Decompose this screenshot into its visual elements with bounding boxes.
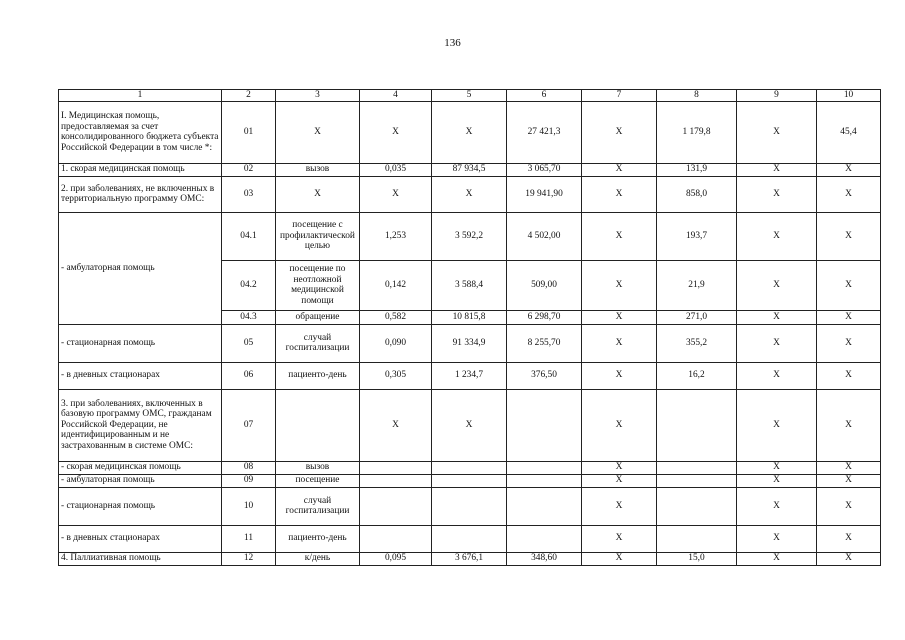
unit-cell: случай госпитализации <box>276 324 360 362</box>
unit-cell: случай госпитализации <box>276 487 360 525</box>
col7-cell: Х <box>582 389 657 461</box>
col10-cell: Х <box>817 310 881 324</box>
column-number: 6 <box>507 90 582 102</box>
col9-cell: Х <box>737 552 817 565</box>
row-name-cell: 4. Паллиативная помощь <box>59 552 222 565</box>
col10-cell: Х <box>817 389 881 461</box>
col6-cell: 6 298,70 <box>507 310 582 324</box>
col5-cell <box>432 487 507 525</box>
row-code-cell: 01 <box>222 101 276 163</box>
unit-cell: вызов <box>276 461 360 474</box>
col4-cell: 0,095 <box>360 552 432 565</box>
col6-cell <box>507 487 582 525</box>
col4-cell: 0,142 <box>360 260 432 310</box>
column-number: 7 <box>582 90 657 102</box>
col5-cell: 3 588,4 <box>432 260 507 310</box>
column-number: 2 <box>222 90 276 102</box>
col4-cell: Х <box>360 101 432 163</box>
col8-cell: 1 179,8 <box>657 101 737 163</box>
column-number: 10 <box>817 90 881 102</box>
row-code-cell: 04.1 <box>222 212 276 260</box>
col4-cell <box>360 487 432 525</box>
col5-cell <box>432 474 507 487</box>
unit-cell: посещение <box>276 474 360 487</box>
col5-cell: 3 592,2 <box>432 212 507 260</box>
table-row <box>59 552 881 565</box>
col5-cell: Х <box>432 101 507 163</box>
col10-cell: Х <box>817 163 881 176</box>
col9-cell: Х <box>737 310 817 324</box>
row-name-cell: I. Медицинская помощь, предоставляемая за счет консолидированного бюджета субъекта Российской Федерации в том числе *: <box>59 101 222 163</box>
column-number: 1 <box>59 90 222 102</box>
col8-cell <box>657 474 737 487</box>
col7-cell: Х <box>582 324 657 362</box>
col8-cell <box>657 525 737 552</box>
table-row <box>59 487 881 525</box>
column-number: 3 <box>276 90 360 102</box>
column-number: 4 <box>360 90 432 102</box>
col5-cell: 91 334,9 <box>432 324 507 362</box>
col5-cell: Х <box>432 176 507 212</box>
column-number-row <box>59 90 881 102</box>
row-name-cell: - скорая медицинская помощь <box>59 461 222 474</box>
table-body <box>59 90 881 566</box>
table-row <box>59 525 881 552</box>
col8-cell: 15,0 <box>657 552 737 565</box>
col5-cell: 1 234,7 <box>432 362 507 389</box>
col9-cell: Х <box>737 487 817 525</box>
col6-cell: 509,00 <box>507 260 582 310</box>
col6-cell: 4 502,00 <box>507 212 582 260</box>
col9-cell: Х <box>737 212 817 260</box>
col9-cell: Х <box>737 474 817 487</box>
col7-cell: Х <box>582 461 657 474</box>
col5-cell <box>432 525 507 552</box>
data-table <box>58 89 881 566</box>
col6-cell: 3 065,70 <box>507 163 582 176</box>
col7-cell: Х <box>582 163 657 176</box>
row-name-cell: - амбулаторная помощь <box>59 474 222 487</box>
col4-cell <box>360 461 432 474</box>
col4-cell: 0,090 <box>360 324 432 362</box>
col8-cell <box>657 461 737 474</box>
col6-cell <box>507 525 582 552</box>
row-name-cell: 2. при заболеваниях, не включенных в территориальную программу ОМС: <box>59 176 222 212</box>
col8-cell: 858,0 <box>657 176 737 212</box>
col4-cell: 0,582 <box>360 310 432 324</box>
row-name-cell: 3. при заболеваниях, включенных в базовую программу ОМС, гражданам Российской Федерации, не идентифицированным и не застрахованным в системе ОМС: <box>59 389 222 461</box>
col10-cell: Х <box>817 324 881 362</box>
table-row <box>59 176 881 212</box>
col10-cell: Х <box>817 212 881 260</box>
row-name-cell: - в дневных стационарах <box>59 525 222 552</box>
col4-cell: 1,253 <box>360 212 432 260</box>
table-row <box>59 101 881 163</box>
col8-cell: 21,9 <box>657 260 737 310</box>
row-name-cell: - в дневных стационарах <box>59 362 222 389</box>
row-code-cell: 07 <box>222 389 276 461</box>
col9-cell: Х <box>737 362 817 389</box>
col8-cell: 131,9 <box>657 163 737 176</box>
col4-cell: 0,305 <box>360 362 432 389</box>
column-number: 5 <box>432 90 507 102</box>
col7-cell: Х <box>582 474 657 487</box>
col4-cell <box>360 474 432 487</box>
col9-cell: Х <box>737 525 817 552</box>
col10-cell: Х <box>817 362 881 389</box>
row-code-cell: 10 <box>222 487 276 525</box>
unit-cell: посещение по неотложной медицинской помощи <box>276 260 360 310</box>
col7-cell: Х <box>582 212 657 260</box>
col6-cell: 19 941,90 <box>507 176 582 212</box>
col5-cell <box>432 461 507 474</box>
col7-cell: Х <box>582 310 657 324</box>
row-code-cell: 03 <box>222 176 276 212</box>
row-code-cell: 02 <box>222 163 276 176</box>
col7-cell: Х <box>582 260 657 310</box>
col6-cell: 27 421,3 <box>507 101 582 163</box>
unit-cell <box>276 389 360 461</box>
col10-cell: Х <box>817 552 881 565</box>
col6-cell <box>507 389 582 461</box>
unit-cell: пациенто-день <box>276 525 360 552</box>
table-row <box>59 389 881 461</box>
unit-cell: пациенто-день <box>276 362 360 389</box>
col8-cell: 271,0 <box>657 310 737 324</box>
col6-cell <box>507 461 582 474</box>
col6-cell: 376,50 <box>507 362 582 389</box>
col9-cell: Х <box>737 176 817 212</box>
col6-cell: 8 255,70 <box>507 324 582 362</box>
row-code-cell: 09 <box>222 474 276 487</box>
col7-cell: Х <box>582 101 657 163</box>
row-code-cell: 04.2 <box>222 260 276 310</box>
col6-cell: 348,60 <box>507 552 582 565</box>
row-name-cell: - стационарная помощь <box>59 487 222 525</box>
table-row <box>59 362 881 389</box>
table-row <box>59 212 881 260</box>
col6-cell <box>507 474 582 487</box>
row-name-cell: - амбулаторная помощь <box>59 212 222 324</box>
table-row <box>59 163 881 176</box>
row-name-cell: 1. скорая медицинская помощь <box>59 163 222 176</box>
col8-cell: 355,2 <box>657 324 737 362</box>
table-row <box>59 474 881 487</box>
col5-cell: 87 934,5 <box>432 163 507 176</box>
row-code-cell: 04.3 <box>222 310 276 324</box>
col10-cell: Х <box>817 461 881 474</box>
col7-cell: Х <box>582 176 657 212</box>
col7-cell: Х <box>582 525 657 552</box>
col10-cell: Х <box>817 525 881 552</box>
col9-cell: Х <box>737 324 817 362</box>
col10-cell: Х <box>817 260 881 310</box>
col10-cell: 45,4 <box>817 101 881 163</box>
unit-cell: Х <box>276 176 360 212</box>
unit-cell: Х <box>276 101 360 163</box>
col10-cell: Х <box>817 474 881 487</box>
row-code-cell: 11 <box>222 525 276 552</box>
row-name-cell: - стационарная помощь <box>59 324 222 362</box>
col10-cell: Х <box>817 487 881 525</box>
col9-cell: Х <box>737 461 817 474</box>
col8-cell: 193,7 <box>657 212 737 260</box>
row-code-cell: 08 <box>222 461 276 474</box>
unit-cell: вызов <box>276 163 360 176</box>
table-row <box>59 324 881 362</box>
col9-cell: Х <box>737 101 817 163</box>
row-code-cell: 05 <box>222 324 276 362</box>
col9-cell: Х <box>737 389 817 461</box>
col7-cell: Х <box>582 487 657 525</box>
col8-cell: 16,2 <box>657 362 737 389</box>
page-number: 136 <box>444 37 461 49</box>
col4-cell: Х <box>360 176 432 212</box>
unit-cell: посещение с профилактической целью <box>276 212 360 260</box>
col8-cell <box>657 389 737 461</box>
col5-cell: 3 676,1 <box>432 552 507 565</box>
col7-cell: Х <box>582 362 657 389</box>
col5-cell: Х <box>432 389 507 461</box>
column-number: 8 <box>657 90 737 102</box>
col4-cell: 0,035 <box>360 163 432 176</box>
col9-cell: Х <box>737 163 817 176</box>
row-code-cell: 06 <box>222 362 276 389</box>
col7-cell: Х <box>582 552 657 565</box>
unit-cell: к/день <box>276 552 360 565</box>
col5-cell: 10 815,8 <box>432 310 507 324</box>
column-number: 9 <box>737 90 817 102</box>
col4-cell <box>360 525 432 552</box>
col9-cell: Х <box>737 260 817 310</box>
row-code-cell: 12 <box>222 552 276 565</box>
col8-cell <box>657 487 737 525</box>
table-row <box>59 461 881 474</box>
unit-cell: обращение <box>276 310 360 324</box>
col4-cell: Х <box>360 389 432 461</box>
col10-cell: Х <box>817 176 881 212</box>
